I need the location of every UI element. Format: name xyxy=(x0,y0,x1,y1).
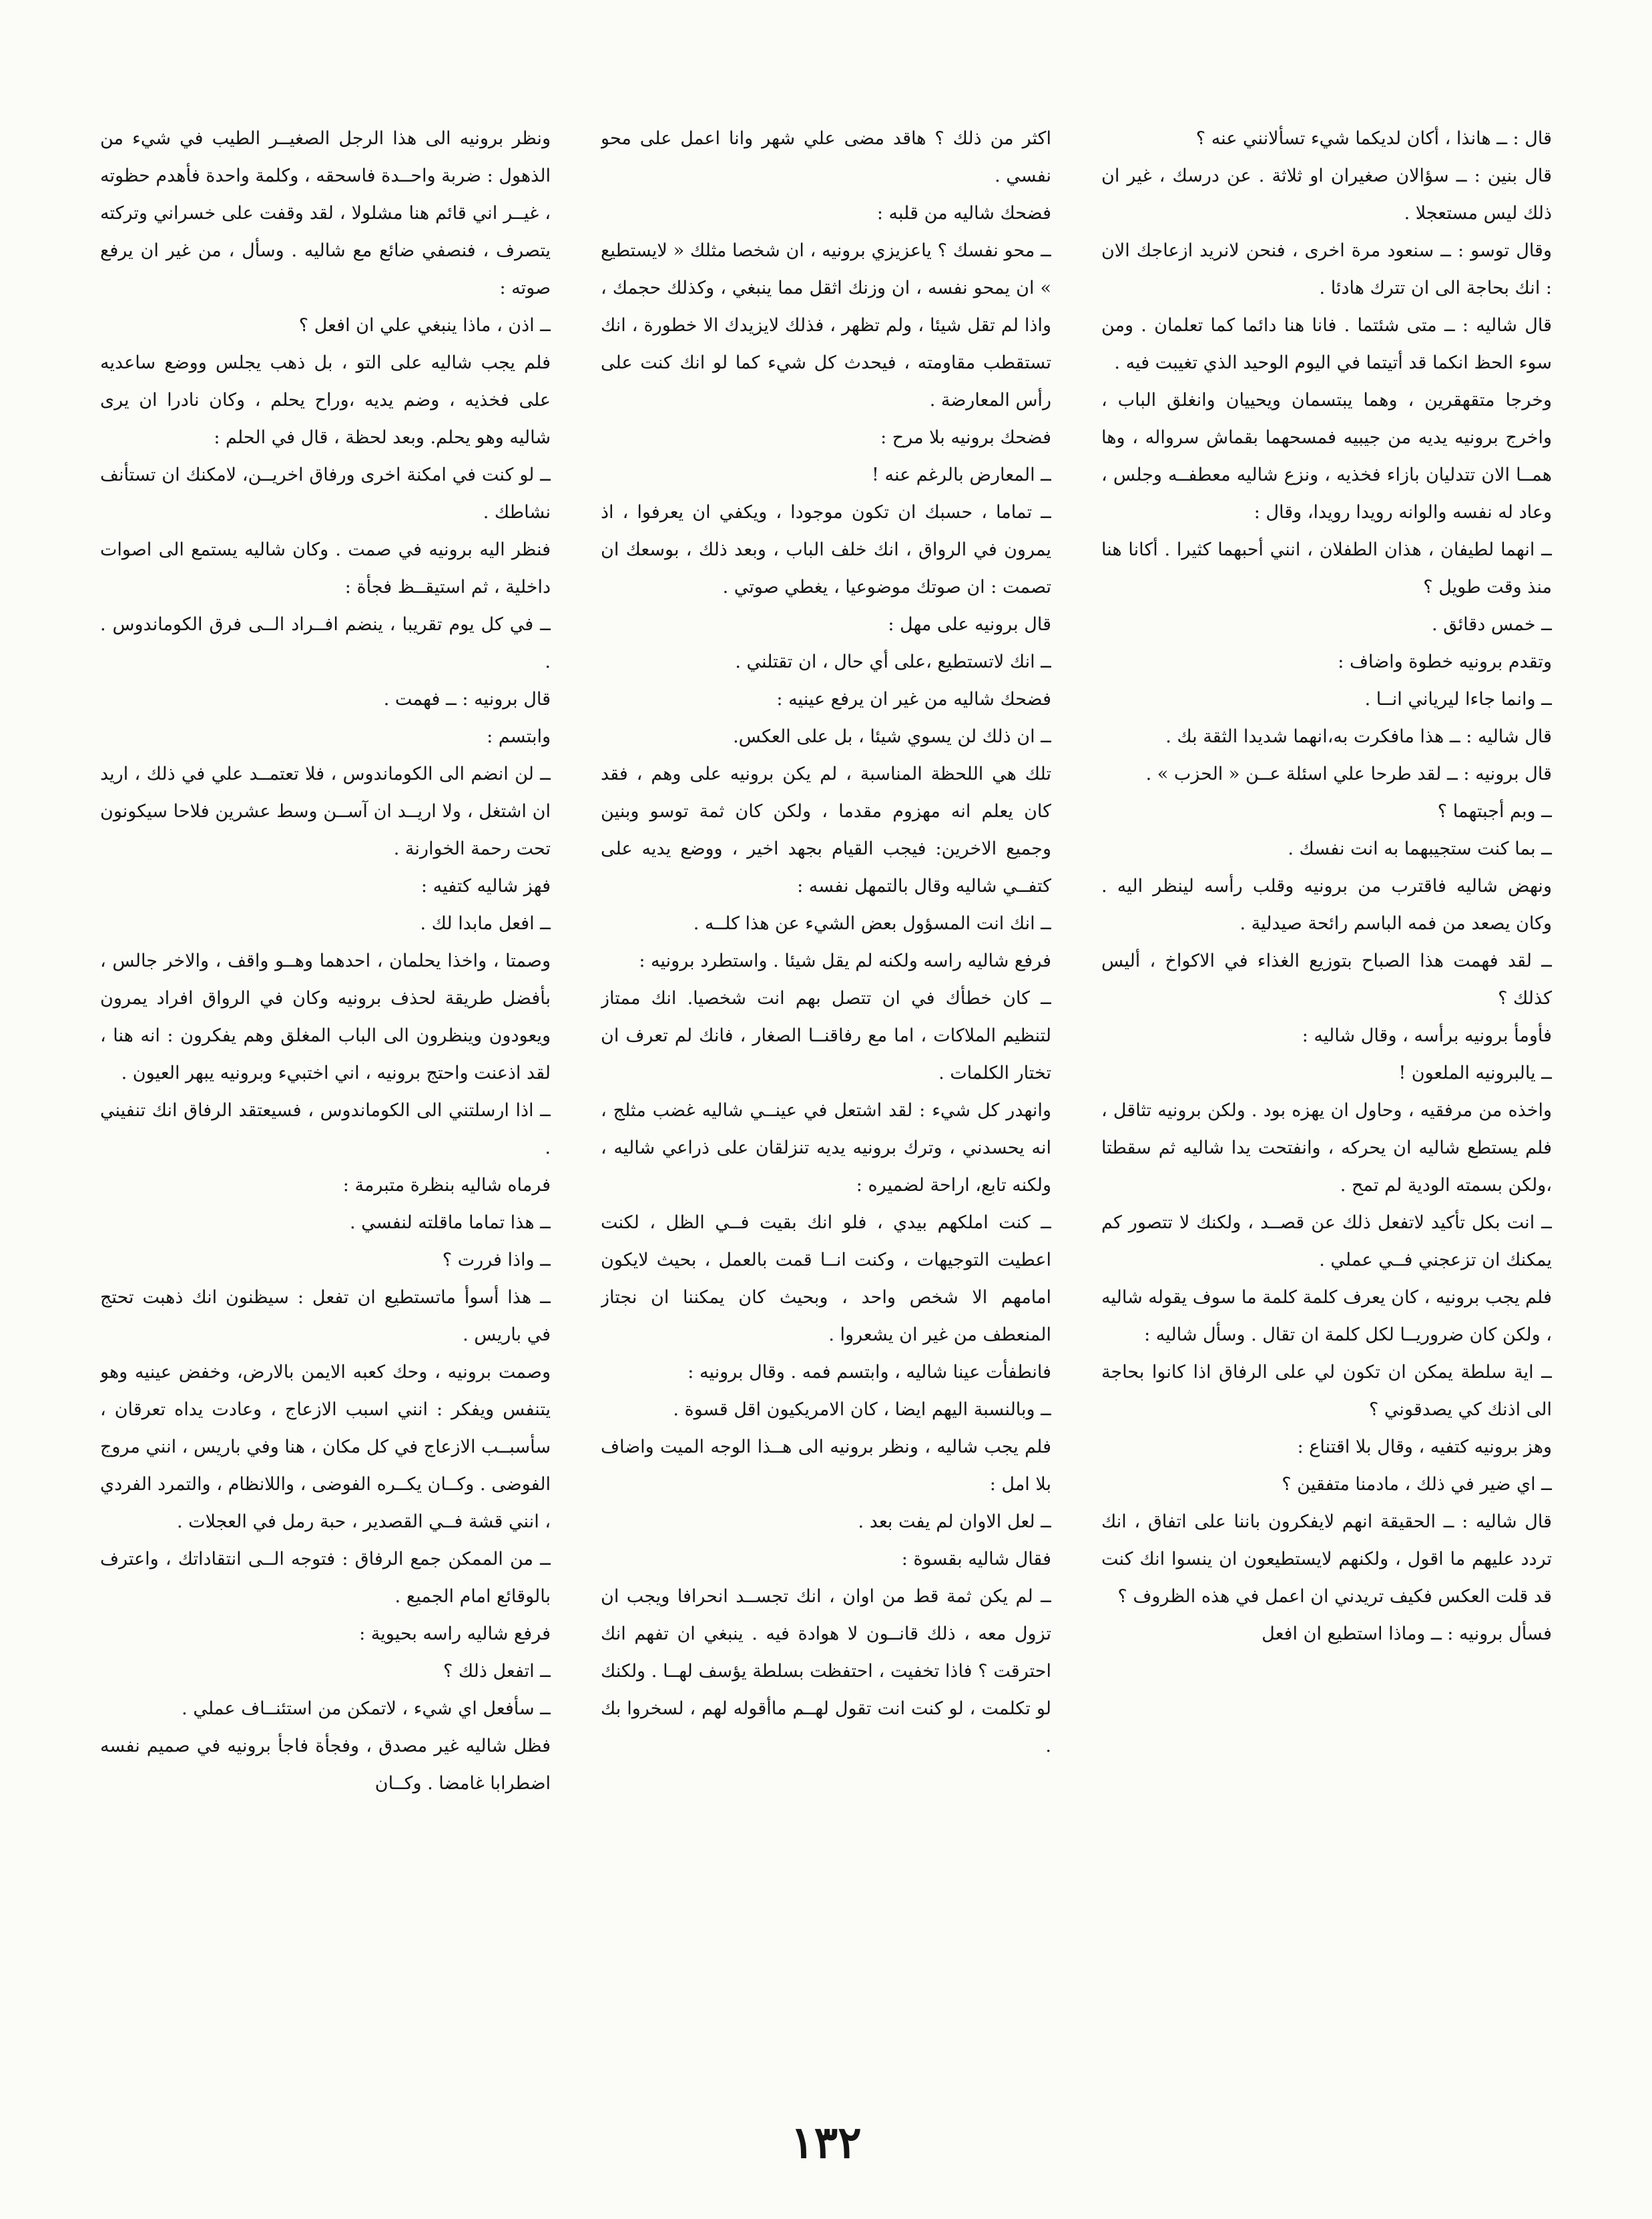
paragraph: فضحك برونيه بلا مرح : xyxy=(880,427,1051,448)
paragraph: ــ كان خطأك في ان تتصل بهم انت شخصيا. انك ممتاز لتنظيم الملاكات ، اما مع رفاقنــا الصغار ، فانك لم تعرف ان تختار الكلمات . xyxy=(601,988,1051,1083)
paragraph: ــ افعل مابدا لك . xyxy=(420,913,551,934)
paragraph: قال بنين : ــ سؤالان صغيران او ثلاثة . عن درسك ، غير ان ذلك ليس مستعجلا . xyxy=(1101,166,1552,224)
paragraph: ــ اية سلطة يمكن ان تكون لي على الرفاق اذا كانوا بحاجة الى اذنك كي يصدقوني ؟ xyxy=(1101,1362,1552,1420)
paragraph: قال برونيه : ــ لقد طرحا علي اسئلة عــن « الحزب » . xyxy=(1145,764,1552,784)
paragraph: قال برونيه : ــ فهمت . xyxy=(383,689,551,710)
paragraph: وصمتا ، واخذا يحلمان ، احدهما وهــو واقف ، والاخر جالس ، بأفضل طريقة لحذف برونيه وكان في الرواق افراد يمرون ويعودون وينظرون الى الباب المغلق وهم يفكرون : انه هنا ، لقد اذعنت واحتج برونيه ، اني اختبيء وبرونيه يبهر العيون . xyxy=(100,951,551,1083)
paragraph: قال شاليه : ــ هذا مافكرت به،انهما شديدا الثقة بك . xyxy=(1165,726,1552,747)
paragraph: فهز شاليه كتفيه : xyxy=(421,876,551,897)
paragraph: ــ كنت املكهم بيدي ، فلو انك بقيت فــي الظل ، لكنت اعطيت التوجيهات ، وكنت انــا قمت بالعمل ، بحيث لايكون امامهم الا شخص واحد ، وبحيث كان يمكننا ان نجتاز المنعطف من غير ان يشعروا . xyxy=(601,1212,1051,1345)
paragraph: اكثر من ذلك ؟ هاقد مضى علي شهر وانا اعمل على محو نفسي . xyxy=(601,128,1051,186)
paragraph: تلك هي اللحظة المناسبة ، لم يكن برونيه على وهم ، فقد كان يعلم انه مهزوم مقدما ، ولكن كان ثمة توسو وبنين وجميع الاخرين: فيجب القيام بجهد اخير ، ووضع يديه على كتفــي شاليه وقال بالتمهل نفسه : xyxy=(601,764,1051,897)
paragraph: ــ هذا أسوأ ماتستطيع ان تفعل : سيظنون انك ذهبت تحتج في باريس . xyxy=(100,1287,551,1345)
paragraph: ــ اتفعل ذلك ؟ xyxy=(443,1661,551,1682)
paragraph: ــ انك انت المسؤول بعض الشيء عن هذا كلــه . xyxy=(693,913,1051,934)
paragraph: وقال توسو : ــ سنعود مرة اخرى ، فنحن لانريد ازعاجك الان : انك بحاجة الى ان تترك هادئا . xyxy=(1101,240,1552,298)
paragraph: ــ لم يكن ثمة قط من اوان ، انك تجســد انحرافا ويجب ان تزول معه ، ذلك قانــون لا هوادة فيه . ينبغي ان تفهم انك احترقت ؟ فاذا تخفيت ، احتفظت بسلطة يؤسف لهــا . ولكنك لو تكلمت ، لو كنت انت تقول لهــم ماأقوله لهم ، لسخروا بك . xyxy=(601,1586,1051,1756)
paragraph: ــ انت بكل تأكيد لاتفعل ذلك عن قصــد ، ولكنك لا تتصور كم يمكنك ان تزعجني فــي عملي . xyxy=(1101,1212,1552,1270)
paragraph: فلم يجب شاليه ، ونظر برونيه الى هــذا الوجه الميت واضاف بلا امل : xyxy=(601,1437,1051,1495)
paragraph: فأومأ برونيه برأسه ، وقال شاليه : xyxy=(1302,1025,1552,1046)
paragraph: ــ واذا فررت ؟ xyxy=(442,1250,551,1270)
paragraph: ــ لو كنت في امكنة اخرى ورفاق اخريــن، لامكنك ان تستأنف نشاطك . xyxy=(100,465,551,523)
paragraph: ــ في كل يوم تقريبا ، ينضم افــراد الــى فرق الكوماندوس . . xyxy=(100,614,551,672)
paragraph: ــ لن انضم الى الكوماندوس ، فلا تعتمــد علي في ذلك ، اريد ان اشتغل ، ولا اريــد ان آســن وسط عشرين فلاحا سيكونون تحت رحمة الخوارنة . xyxy=(100,764,551,859)
paragraph: وانهدر كل شيء : لقد اشتعل في عينــي شاليه غضب مثلج ، انه يحسدني ، وترك برونيه يديه تنزلقان على ذراعي شاليه ، ولكنه تابع، اراحة لضميره : xyxy=(601,1100,1051,1196)
paragraph: ــ تماما ، حسبك ان تكون موجودا ، ويكفي ان يعرفوا ، اذ يمرون في الرواق ، انك خلف الباب ، وبعد ذلك ، بوسعك ان تصمت : ان صوتك موضوعيا ، يغطي صوتي . xyxy=(601,502,1051,597)
paragraph: فلم يجب برونيه ، كان يعرف كلمة كلمة ما سوف يقوله شاليه ، ولكن كان ضروريــا لكل كلمة ان تقال . وسأل شاليه : xyxy=(1101,1287,1552,1345)
paragraph: فلم يجب شاليه على التو ، بل ذهب يجلس ووضع ساعديه على فخذيه ، وضم يديه ،وراح يحلم ، وكان نادرا ان يرى شاليه وهو يحلم. وبعد لحظة ، قال في الحلم : xyxy=(100,352,551,448)
paragraph: ــ وبم أجبتهما ؟ xyxy=(1437,801,1552,822)
paragraph: فانطفأت عينا شاليه ، وابتسم فمه . وقال برونيه : xyxy=(687,1362,1051,1383)
paragraph: ــ سأفعل اي شيء ، لاتمكن من استئنــاف عملي . xyxy=(182,1698,551,1719)
paragraph: ــ هذا تماما ماقلته لنفسي . xyxy=(349,1212,551,1233)
paragraph: فضحك شاليه من قلبه : xyxy=(876,203,1051,224)
paragraph: ــ ان ذلك لن يسوي شيئا ، بل على العكس. xyxy=(733,726,1051,747)
paragraph: قال : ــ هانذا ، أكان لديكما شيء تسألانني عنه ؟ xyxy=(1195,128,1552,149)
paragraph: وصمت برونيه ، وحك كعبه الايمن بالارض، وخفض عينيه وهو يتنفس ويفكر : انني اسبب الازعاج ، وعادت يداه تعرقان ، سأسبــب الازعاج في كل مكان ، هنا وفي باريس ، انني مروج الفوضى . وكــان يكــره الفوضى ، واللانظام ، والتمرد الفردي ، انني قشة فــي القصدير ، حبة رمل في العجلات . xyxy=(100,1362,551,1532)
column-right xyxy=(1101,120,1552,2096)
paragraph: فقال شاليه بقسوة : xyxy=(901,1549,1051,1569)
paragraph: قال برونيه على مهل : xyxy=(888,614,1051,635)
paragraph: فظل شاليه غير مصدق ، وفجأة فاجأ برونيه في صميم نفسه اضطرابا غامضا . وكــان xyxy=(100,1736,551,1794)
column-middle xyxy=(601,120,1051,2096)
paragraph: فسأل برونيه : ــ وماذا استطيع ان افعل xyxy=(1262,1624,1552,1644)
paragraph: وابتسم : xyxy=(487,726,551,747)
paragraph: فنظر اليه برونيه في صمت . وكان شاليه يستمع الى اصوات داخلية ، ثم استيقــظ فجأة : xyxy=(100,539,551,597)
paragraph: ــ من الممكن جمع الرفاق : فتوجه الــى انتقاداتك ، واعترف بالوقائع امام الجميع . xyxy=(100,1549,551,1607)
paragraph: ــ لعل الاوان لم يفت بعد . xyxy=(858,1511,1051,1532)
paragraph: قال شاليه : ــ الحقيقة انهم لايفكرون باننا على اتفاق ، انك تردد عليهم ما اقول ، ولكنهم لايستطيعون ان ينسوا انك كنت قد قلت العكس فكيف تريدني ان اعمل في هذه الظروف ؟ xyxy=(1101,1511,1552,1607)
paragraph: ونهض شاليه فاقترب من برونيه وقلب رأسه لينظر اليه . وكان يصعد من فمه الباسم رائحة صيدلية . xyxy=(1101,876,1552,934)
text-columns xyxy=(100,120,1552,2096)
column-left xyxy=(100,120,551,2096)
paragraph: وهز برونيه كتفيه ، وقال بلا اقتناع : xyxy=(1297,1437,1552,1457)
paragraph: فرفع شاليه راسه ولكنه لم يقل شيئا . واستطرد برونيه : xyxy=(639,951,1051,971)
paragraph: واخذه من مرفقيه ، وحاول ان يهزه بود . ولكن برونيه تثاقل ، فلم يستطع شاليه ان يحركه ، وانفتحت يدا شاليه ثم سقطتا ،ولكن بسمته الودية لم تمح . xyxy=(1101,1100,1552,1196)
paragraph: ــ خمس دقائق . xyxy=(1431,614,1552,635)
paragraph: وتقدم برونيه خطوة واضاف : xyxy=(1338,652,1552,672)
paragraph: ــ محو نفسك ؟ ياعزيزي برونيه ، ان شخصا مثلك « لايستطيع » ان يمحو نفسه ، ان وزنك اثقل مما ينبغي ، وكذلك حجمك ، واذا لم تقل شيئا ، ولم تظهر ، فذلك لايزيدك الا خطورة ، انك تستقطب مقاومته ، فيحدث كل شيء كما لو انك كنت على رأس المعارضة . xyxy=(601,240,1051,411)
paragraph: فرماه شاليه بنظرة متبرمة : xyxy=(342,1175,551,1196)
paragraph: فضحك شاليه من غير ان يرفع عينيه : xyxy=(776,689,1051,710)
page-number: ١٣٢ xyxy=(790,2116,862,2168)
paragraph: ــ المعارض بالرغم عنه ! xyxy=(872,465,1051,485)
paragraph: ــ وانما جاءا ليرياني انــا . xyxy=(1364,689,1552,710)
paragraph: ــ انهما لطيفان ، هذان الطفلان ، انني أحبهما كثيرا . أكانا هنا منذ وقت طويل ؟ xyxy=(1101,539,1552,597)
paragraph: ــ يالبرونيه الملعون ! xyxy=(1398,1063,1552,1083)
paragraph: ــ اذا ارسلتني الى الكوماندوس ، فسيعتقد الرفاق انك تنفيني . xyxy=(100,1100,551,1158)
paragraph: ــ بما كنت ستجيبهما به انت نفسك . xyxy=(1288,838,1552,859)
paragraph: ــ لقد فهمت هذا الصباح بتوزيع الغذاء في الاكواخ ، أليس كذلك ؟ xyxy=(1101,951,1552,1009)
paragraph: فرفع شاليه راسه بحيوية : xyxy=(359,1624,551,1644)
paragraph: وخرجا متقهقرين ، وهما يبتسمان ويحييان وانغلق الباب ، واخرج برونيه يديه من جيبيه فمسحهما بقماش سرواله ، وها همــا الان تتدليان بازاء فخذيه ، ونزع شاليه معطفــه وجلس ، وعاد له نفسه والوانه رويدا رويدا، وقال : xyxy=(1101,390,1552,523)
paragraph: ــ اذن ، ماذا ينبغي علي ان افعل ؟ xyxy=(298,315,551,336)
paragraph: ــ اي ضير في ذلك ، مادمنا متفقين ؟ xyxy=(1282,1474,1552,1495)
paragraph: قال شاليه : ــ متى شئتما . فانا هنا دائما كما تعلمان . ومن سوء الحظ انكما قد أتيتما في اليوم الوحيد الذي تغيبت فيه . xyxy=(1101,315,1552,373)
paragraph: ونظر برونيه الى هذا الرجل الصغيــر الطيب في شيء من الذهول : ضربة واحــدة فاسحقه ، وكلمة واحدة فأهدم حظوته ، غيــر اني قائم هنا مشلولا ، لقد وقفت على خسراني وتركته يتصرف ، فنصفي ضائع مع شاليه . وسأل ، من غير ان يرفع صوته : xyxy=(100,128,551,298)
paragraph: ــ وبالنسبة اليهم ايضا ، كان الامريكيون اقل قسوة . xyxy=(673,1399,1051,1420)
paragraph: ــ انك لاتستطيع ،على أي حال ، ان تقتلني . xyxy=(735,652,1051,672)
